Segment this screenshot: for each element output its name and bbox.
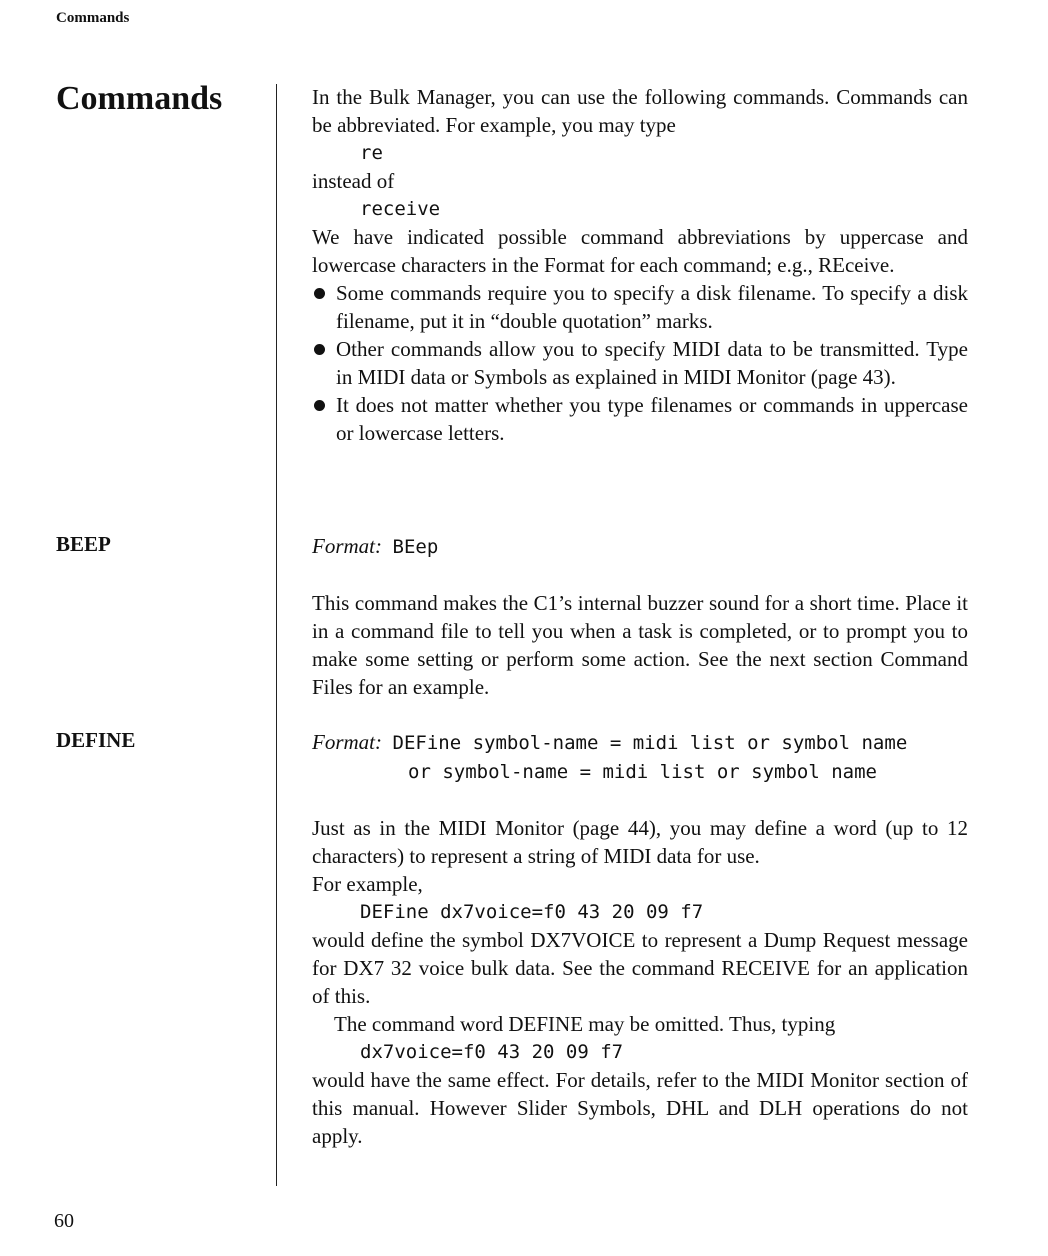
running-head: Commands xyxy=(56,10,130,26)
bullet-dot-icon xyxy=(314,344,325,355)
page-number: 60 xyxy=(54,1210,74,1232)
beep-section xyxy=(312,532,968,701)
beep-format-syntax: BEep xyxy=(392,536,439,558)
column-divider xyxy=(276,84,277,1186)
intro-section xyxy=(312,83,968,447)
bullet-text: Other commands allow you to specify MIDI data to be transmitted. Type in MIDI data or Symbols as explained in MIDI Monitor (page 43). xyxy=(336,337,968,389)
define-format-line-1 xyxy=(312,728,968,757)
define-section xyxy=(312,728,968,1150)
bullet-item xyxy=(312,391,968,447)
define-format-line-2 xyxy=(312,757,968,786)
beep-description: This command makes the C1’s internal buzzer sound for a short time. Place it in a command file to tell you when a task is completed, or to prompt you to make some setting or perform some action. See the next section Command Files for an example. xyxy=(312,591,968,699)
bullet-item xyxy=(312,279,968,335)
page-title: Commands xyxy=(56,80,223,117)
bullet-text: Some commands require you to specify a disk filename. To specify a disk filename, put it in “double quotation” marks. xyxy=(336,281,968,333)
bullet-item xyxy=(312,335,968,391)
define-paragraph-1: Just as in the MIDI Monitor (page 44), you may define a word (up to 12 characters) to represent a string of MIDI data for use. xyxy=(312,816,968,868)
section-heading-define: DEFINE xyxy=(56,728,136,752)
define-format-syntax-2: or symbol-name = midi list or symbol name xyxy=(408,761,877,783)
intro-paragraph-2: instead of xyxy=(312,169,395,193)
section-heading-beep: BEEP xyxy=(56,532,111,556)
define-code-example-1: DEFine dx7voice=f0 43 20 09 f7 xyxy=(360,901,704,923)
intro-code-example-2: receive xyxy=(360,198,441,220)
intro-paragraph-1: In the Bulk Manager, you can use the following commands. Commands can be abbreviated. For example, you may type xyxy=(312,85,968,137)
bullet-dot-icon xyxy=(314,288,325,299)
intro-bullet-list xyxy=(312,279,968,447)
define-paragraph-5: would have the same effect. For details, refer to the MIDI Monitor section of this manual. However Slider Symbols, DHL and DLH operations do not apply. xyxy=(312,1068,968,1148)
format-label: Format: xyxy=(312,730,382,754)
bullet-text: It does not matter whether you type filenames or commands in uppercase or lowercase letters. xyxy=(336,393,968,445)
format-label: Format: xyxy=(312,534,382,558)
define-paragraph-2: For example, xyxy=(312,872,423,896)
intro-paragraph-3: We have indicated possible command abbreviations by uppercase and lowercase characters in the Format for each command; e.g., REceive. xyxy=(312,225,968,277)
define-paragraph-3: would define the symbol DX7VOICE to represent a Dump Request message for DX7 32 voice bulk data. See the command RECEIVE for an application of this. xyxy=(312,928,968,1008)
beep-format xyxy=(312,532,968,561)
bullet-dot-icon xyxy=(314,400,325,411)
define-format-syntax-1: DEFine symbol-name = midi list or symbol name xyxy=(392,732,908,754)
define-code-example-2: dx7voice=f0 43 20 09 f7 xyxy=(360,1041,624,1063)
intro-code-example-1: re xyxy=(360,142,383,164)
define-paragraph-4: The command word DEFINE may be omitted. Thus, typing xyxy=(334,1012,836,1036)
